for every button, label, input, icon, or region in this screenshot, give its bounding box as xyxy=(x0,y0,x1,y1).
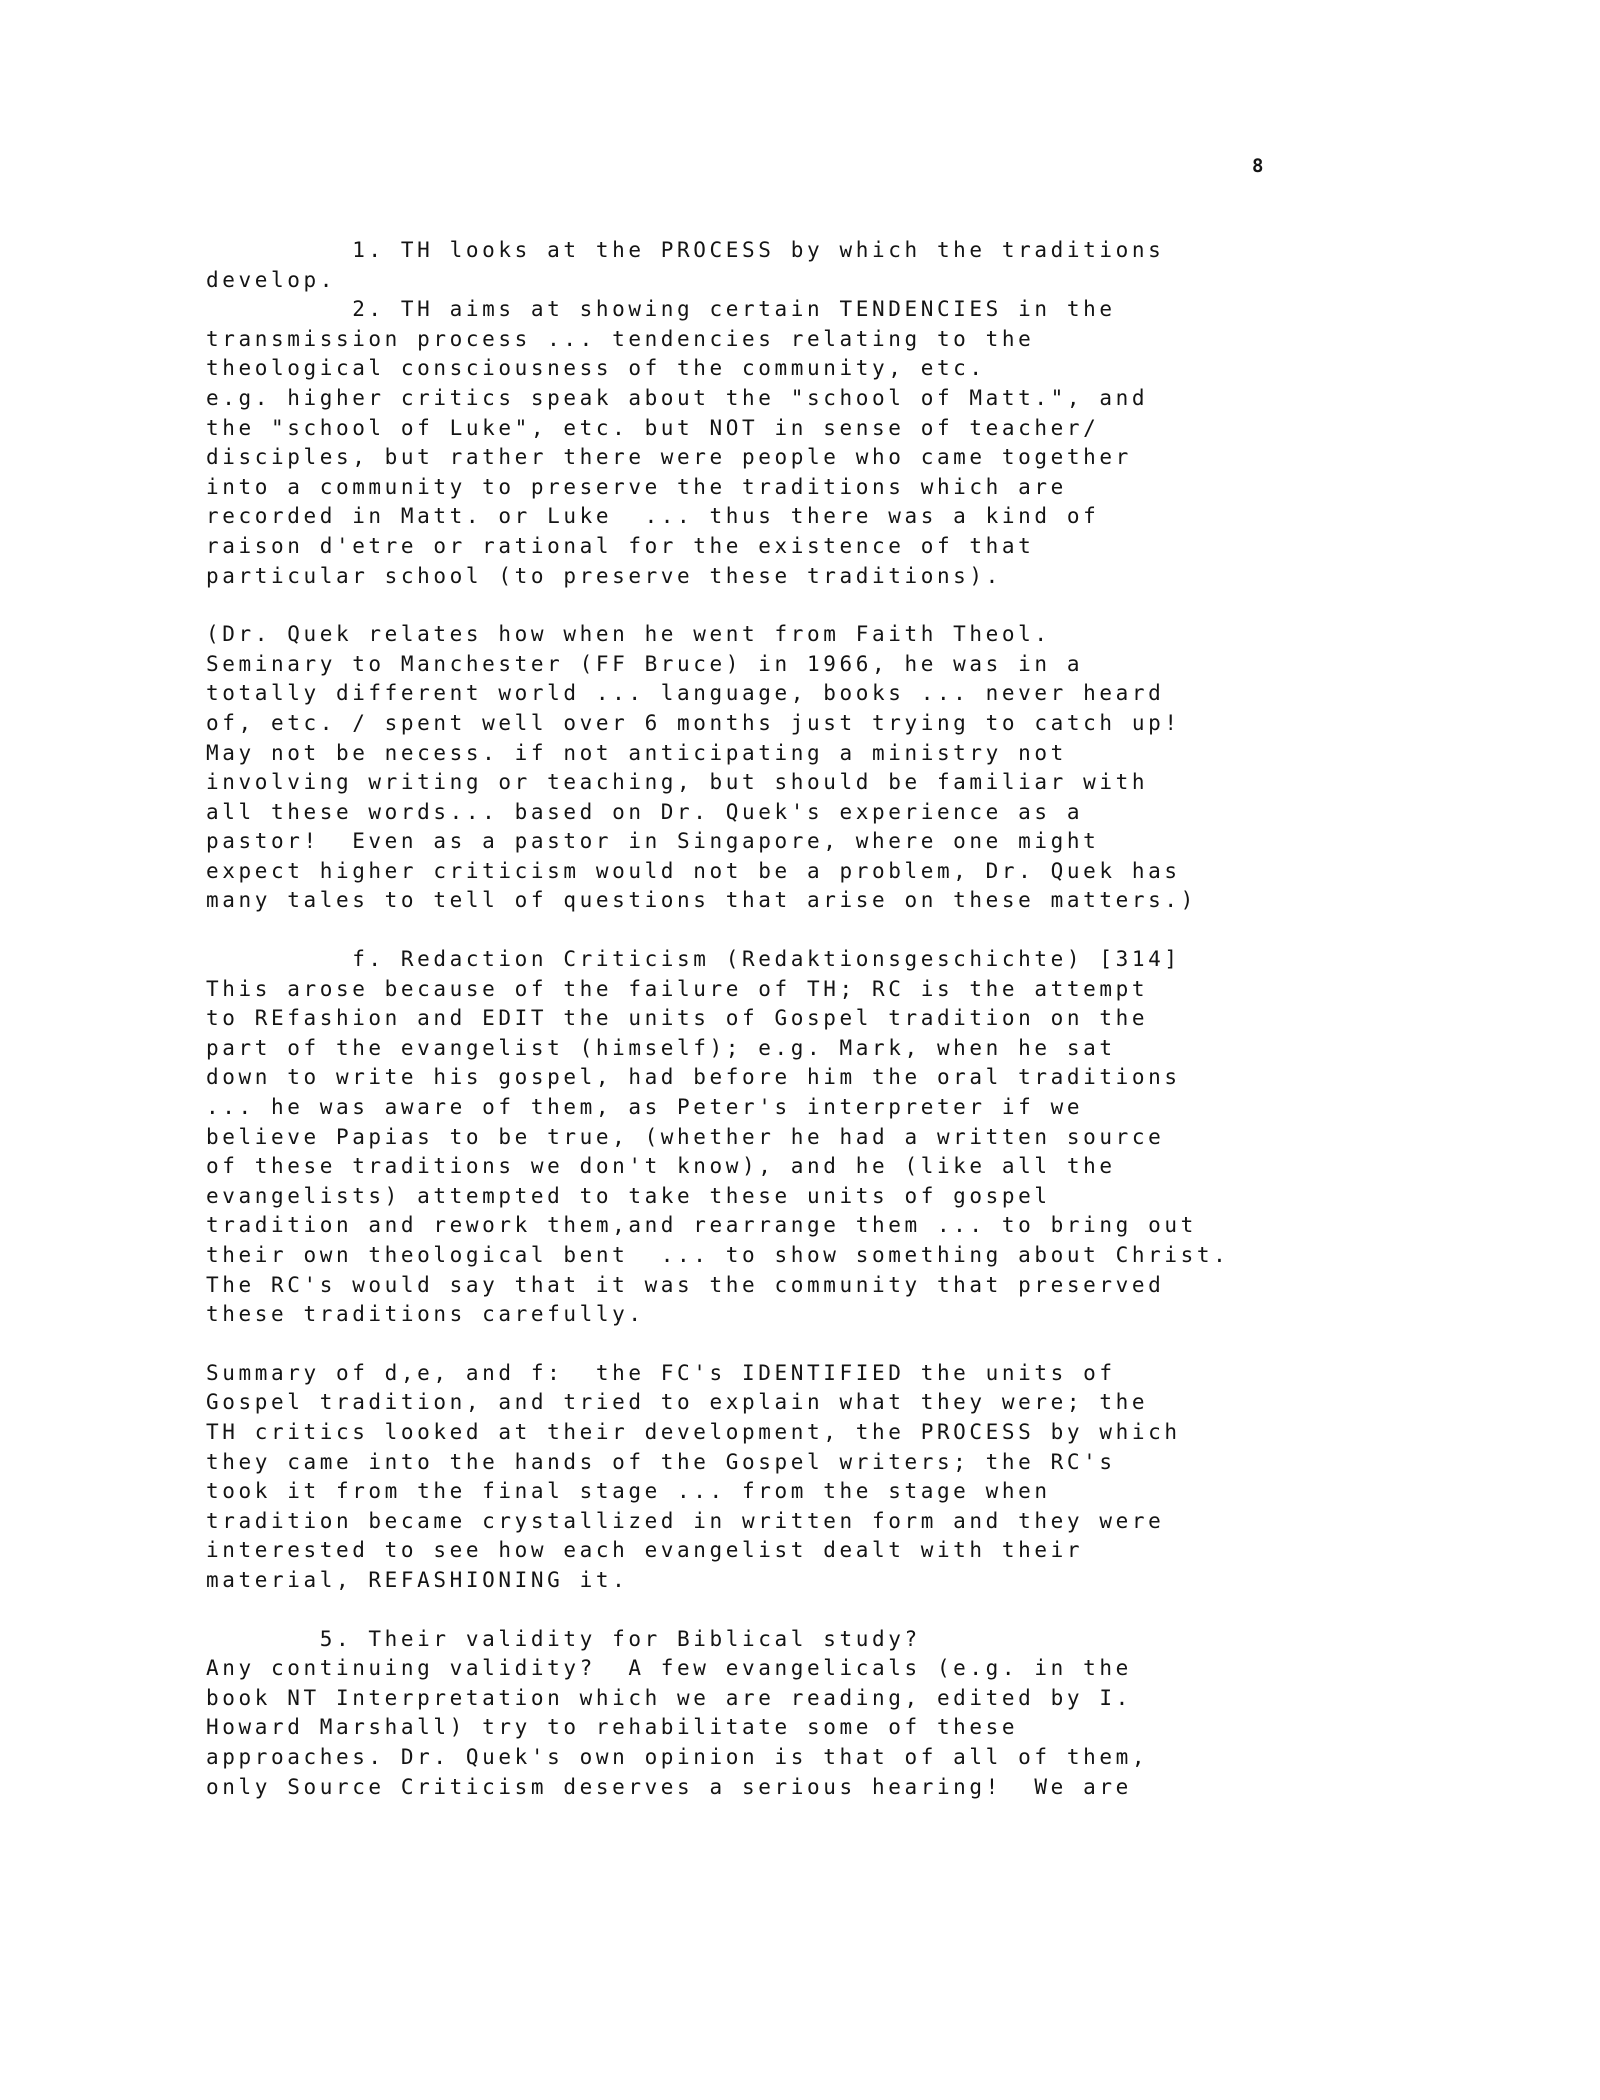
paragraph-summary xyxy=(206,1359,1326,1596)
text-line: (Dr. Quek relates how when he went from Faith Theol. xyxy=(206,622,1051,647)
text-line: their own theological bent ... to show something about Christ. xyxy=(206,1243,1230,1267)
text-line: interested to see how each evangelist dealt with their xyxy=(206,1538,1084,1563)
text-line: evangelists) attempted to take these units of gospel xyxy=(206,1183,1051,1208)
text-line: raison d'etre or rational for the existence of that xyxy=(206,533,1035,558)
text-line: to REfashion and EDIT the units of Gospel tradition on the xyxy=(206,1006,1149,1031)
text-line: The RC's would say that it was the community that preserved xyxy=(206,1272,1165,1297)
text-line: of, etc. / spent well over 6 months just trying to catch up! xyxy=(206,710,1181,735)
text-line: f. Redaction Criticism (Redaktionsgeschichte) [314] xyxy=(206,947,1181,972)
text-line: Summary of d,e, and f: the FC's IDENTIFIED the units of xyxy=(206,1360,1116,1385)
text-line: recorded in Matt. or Luke ... thus there was a kind of xyxy=(206,504,1100,529)
text-line: part of the evangelist (himself); e.g. Mark, when he sat xyxy=(206,1035,1116,1060)
text-line: many tales to tell of questions that arise on these matters.) xyxy=(206,888,1197,913)
text-line: theological consciousness of the community, etc. xyxy=(206,356,986,381)
paragraph-quek-anecdote xyxy=(206,620,1326,916)
text-line: ... he was aware of them, as Peter's interpreter if we xyxy=(206,1095,1084,1120)
document-body xyxy=(206,236,1326,1831)
text-line: 2. TH aims at showing certain TENDENCIES in the xyxy=(206,297,1116,322)
text-line: into a community to preserve the traditions which are xyxy=(206,474,1067,499)
text-line: book NT Interpretation which we are reading, edited by I. xyxy=(206,1685,1132,1710)
text-line: only Source Criticism deserves a serious hearing! We are xyxy=(206,1774,1132,1799)
text-line: these traditions carefully. xyxy=(206,1302,645,1327)
text-line: e.g. higher critics speak about the "school of Matt.", and xyxy=(206,385,1149,410)
text-line: approaches. Dr. Quek's own opinion is that of all of them, xyxy=(206,1744,1149,1769)
text-line: totally different world ... language, books ... never heard xyxy=(206,681,1165,706)
text-line: Gospel tradition, and tried to explain what they were; the xyxy=(206,1390,1149,1415)
text-line: This arose because of the failure of TH; RC is the attempt xyxy=(206,976,1149,1001)
text-line: May not be necess. if not anticipating a ministry not xyxy=(206,740,1067,765)
text-line: TH critics looked at their development, the PROCESS by which xyxy=(206,1419,1181,1444)
text-line: Howard Marshall) try to rehabilitate some of these xyxy=(206,1715,1019,1740)
paragraph-redaction-criticism xyxy=(206,945,1326,1330)
text-line: pastor! Even as a pastor in Singapore, where one might xyxy=(206,829,1100,854)
text-line: material, REFASHIONING it. xyxy=(206,1567,629,1592)
text-line: believe Papias to be true, (whether he had a written source xyxy=(206,1124,1165,1149)
text-line: disciples, but rather there were people who came together xyxy=(206,445,1132,470)
text-line: down to write his gospel, had before him the oral traditions xyxy=(206,1065,1181,1090)
text-line: Any continuing validity? A few evangelicals (e.g. in the xyxy=(206,1656,1132,1681)
text-line: they came into the hands of the Gospel writers; the RC's xyxy=(206,1449,1116,1474)
text-line: transmission process ... tendencies relating to the xyxy=(206,326,1035,351)
text-line: expect higher criticism would not be a problem, Dr. Quek has xyxy=(206,858,1181,883)
text-line: Seminary to Manchester (FF Bruce) in 1966, he was in a xyxy=(206,651,1084,676)
page-number: 8 xyxy=(1252,155,1264,177)
paragraph-th-points xyxy=(206,236,1326,591)
text-line: 1. TH looks at the PROCESS by which the traditions xyxy=(206,238,1165,262)
text-line: involving writing or teaching, but should be familiar with xyxy=(206,770,1149,795)
text-line: tradition and rework them,and rearrange them ... to bring out xyxy=(206,1213,1197,1238)
text-line: tradition became crystallized in written form and they were xyxy=(206,1508,1165,1533)
text-line: the "school of Luke", etc. but NOT in sense of teacher/ xyxy=(206,415,1100,440)
text-line: took it from the final stage ... from the stage when xyxy=(206,1479,1051,1504)
paragraph-validity xyxy=(206,1625,1326,1803)
text-line: develop. xyxy=(206,267,336,292)
text-line: particular school (to preserve these traditions). xyxy=(206,563,1002,588)
text-line: of these traditions we don't know), and he (like all the xyxy=(206,1154,1116,1179)
text-line: all these words... based on Dr. Quek's experience as a xyxy=(206,799,1084,824)
text-line: 5. Their validity for Biblical study? xyxy=(206,1626,921,1651)
